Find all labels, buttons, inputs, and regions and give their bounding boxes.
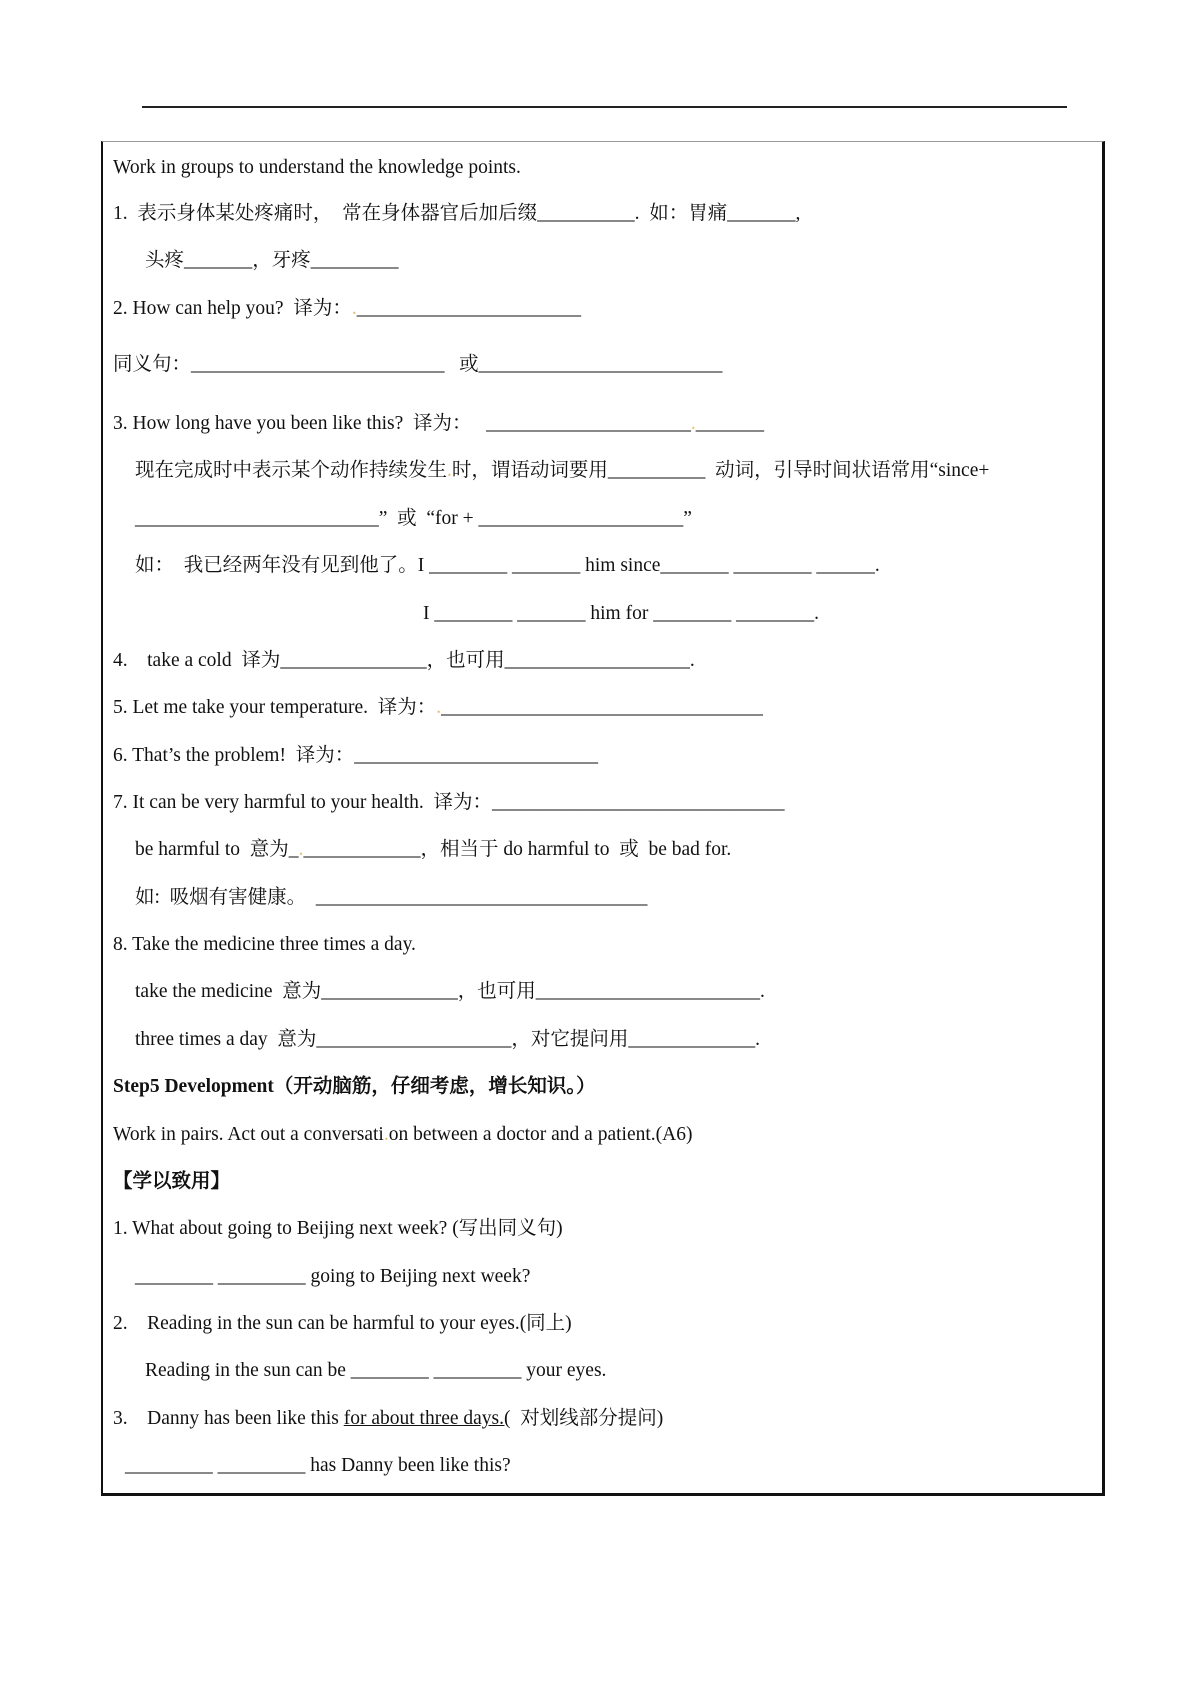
practice-q2-line-1: 2. Reading in the sun can be harmful to your eyes.(同上) [113,1313,572,1334]
item-3-line-4: 如： 我已经两年没有见到他了。I ________ _______ him since_______ ________ ______. [135,555,880,576]
item-5-line [113,698,763,718]
item-3-rule-text-b: 时，谓语动词要用__________ 动词，引导时间状语常用“since+ [451,460,990,481]
step5-task-a: Work in pairs. Act out a conversati [113,1124,384,1145]
item-7-text-a: be harmful to 意为_ [135,839,299,860]
item-8-line-3: three times a day 意为____________________，对它提问用_____________. [135,1029,761,1050]
item-7-line-3: 如: 吸烟有害健康。 __________________________________ [135,887,648,908]
item-3-line-1 [113,414,764,434]
practice-heading: 【学以致用】 [113,1171,231,1192]
stray-mark: . [351,298,357,319]
practice-q1-line-2: ________ _________ going to Beijing next week? [135,1266,531,1287]
intro-line: Work in groups to understand the knowledge points. [113,157,521,178]
item-2-line-1 [113,299,581,319]
stray-mark: . [298,839,304,860]
stray-mark: . [383,1124,389,1145]
practice-q2-line-2: Reading in the sun can be ________ _________ your eyes. [145,1360,607,1381]
step5-heading: Step5 Development（开动脑筋，仔细考虑，增长知识。） [113,1076,596,1097]
item-3-line-5: I ________ _______ him for ________ ________. [423,603,819,624]
practice-q3-underlined: for about three days.( [343,1408,511,1429]
item-4-line: 4. take a cold 译为_______________，也可用___________________. [113,650,695,671]
item-3-text: 3. How long have you been like this? 译为： _____________________ [113,413,691,434]
item-3-blank: _______ [695,413,765,434]
item-5-blank: _________________________________ [441,697,763,718]
step5-task-b: on between a doctor and a patient.(A6) [388,1124,693,1145]
practice-q3-line-1 [113,1409,663,1429]
item-3-rule-text-a: 现在完成时中表示某个动作持续发生 [135,460,448,481]
practice-q3-instruction: 对划线部分提问) [510,1408,664,1429]
item-1-line-2: 头疼_______，牙疼_________ [145,250,399,271]
stray-mark: . [690,413,696,434]
worksheet-box [101,141,1105,1496]
stray-mark: . [447,460,452,481]
step5-task [113,1125,692,1145]
item-8-line-2: take the medicine 意为______________，也可用_______________________. [135,981,765,1002]
item-1-line-1: 1. 表示身体某处疼痛时， 常在身体器官后加后缀__________. 如：胃痛_______, [113,203,801,224]
practice-q3-line-2: _________ _________ has Danny been like this? [125,1455,511,1476]
item-8-line-1: 8. Take the medicine three times a day. [113,934,416,955]
item-3-line-3: _________________________” 或 “for + _____________________” [135,508,692,529]
item-7-line-2 [135,840,731,860]
practice-q3-text: 3. Danny has been like this [113,1408,344,1429]
item-7-text-b: ____________，相当于 do harmful to 或 be bad for. [303,839,732,860]
practice-q1-line-1: 1. What about going to Beijing next week? (写出同义句) [113,1218,563,1239]
item-2-text: 2. How can help you? 译为： [113,298,352,319]
item-7-line-1: 7. It can be very harmful to your health. 译为：______________________________ [113,792,785,813]
item-2-blank: _______________________ [356,298,581,319]
header-rule [142,106,1067,108]
item-3-line-2 [135,461,989,481]
item-2-line-2: 同义句：__________________________ 或_________________________ [113,354,723,375]
stray-mark: . [436,697,442,718]
item-6-line: 6. That’s the problem! 译为：_________________________ [113,745,598,766]
item-5-text: 5. Let me take your temperature. 译为： [113,697,437,718]
